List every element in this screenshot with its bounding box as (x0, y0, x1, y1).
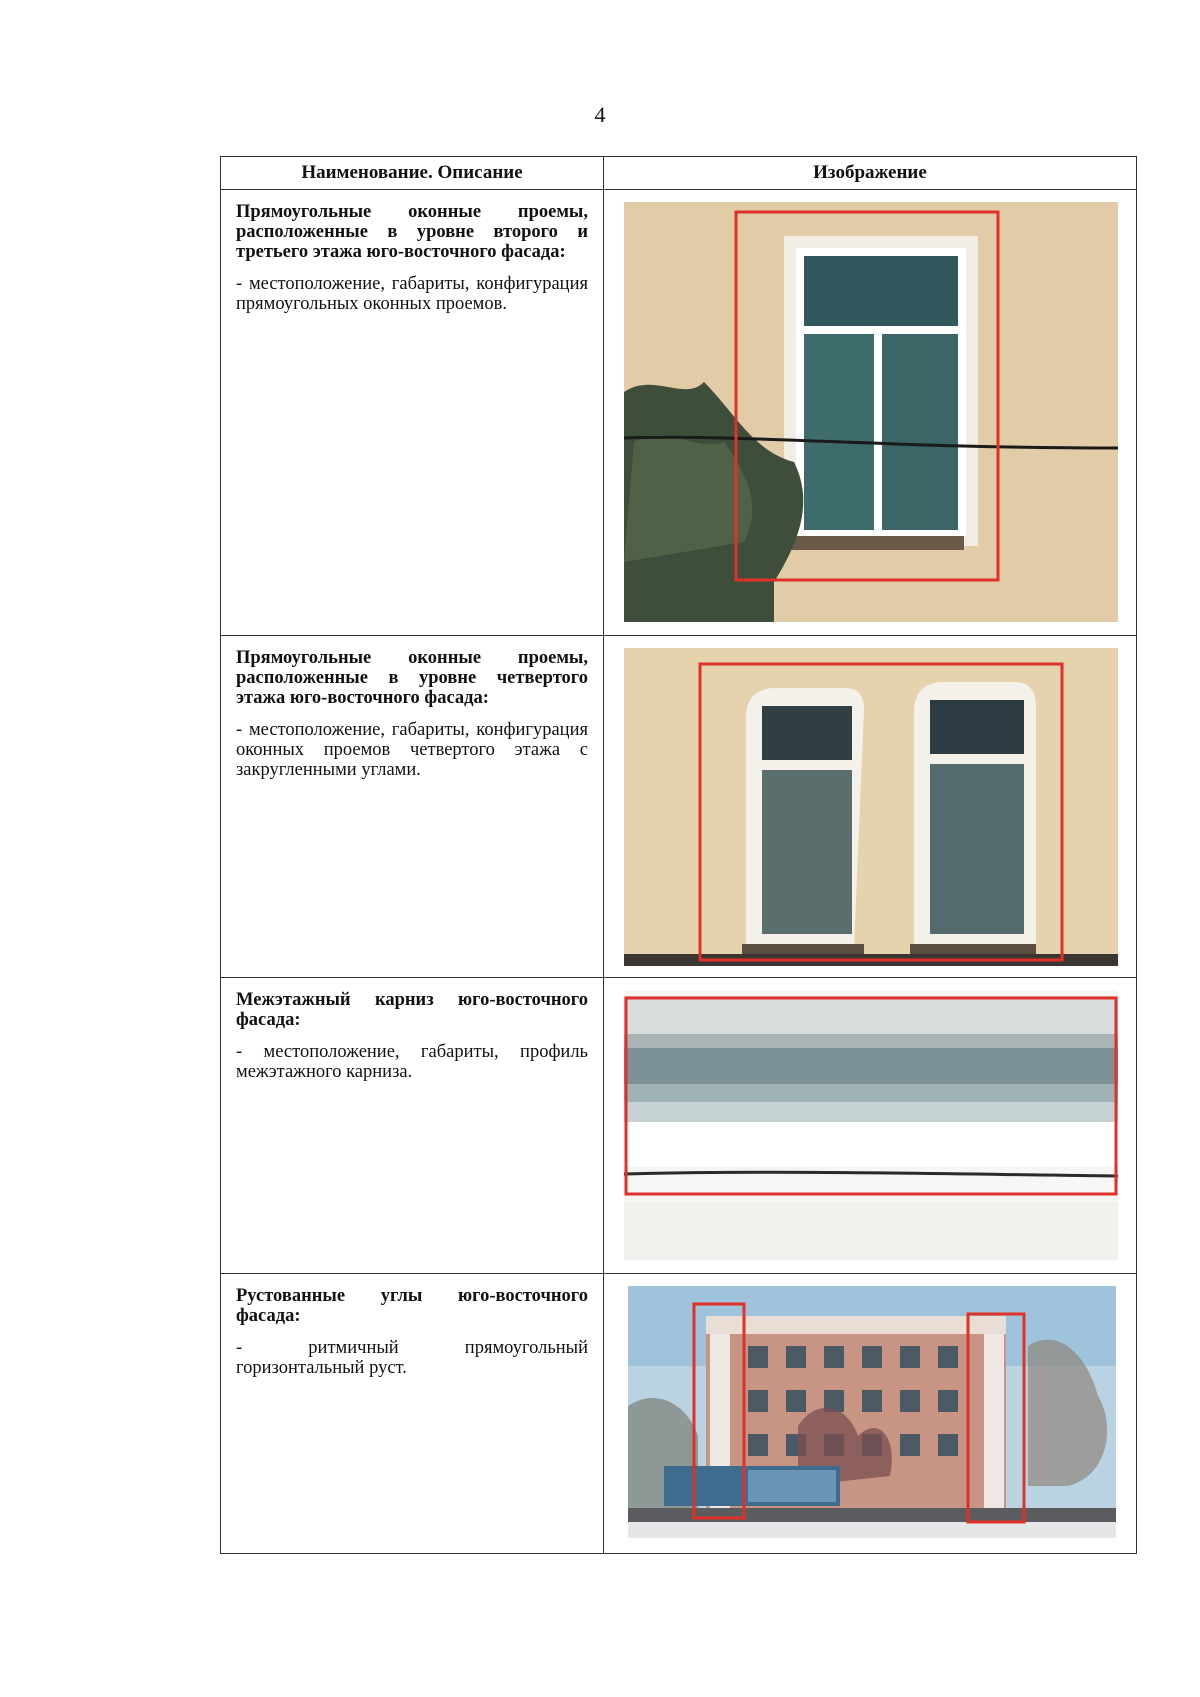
item-title: Прямоугольные оконные проемы, расположенные в уровне второго и третьего этажа юго-восточного фасада: (236, 202, 588, 262)
table-row (221, 978, 1137, 1274)
table-header-row (221, 157, 1137, 190)
item-title: Прямоугольные оконные проемы, расположенные в уровне четвертого этажа юго-восточного фасада: (236, 648, 588, 708)
description-cell (221, 978, 604, 1274)
facade-windows-photo (624, 648, 1118, 966)
table-row (221, 1274, 1137, 1554)
description-cell (221, 1274, 604, 1554)
header-name-description: Наименование. Описание (221, 157, 604, 190)
image-cell (604, 1274, 1137, 1554)
item-description: - ритмичный прямоугольный горизонтальный руст. (236, 1338, 588, 1378)
item-description: - местоположение, габариты, конфигурация оконных проемов четвертого этажа с закругленными углами. (236, 720, 588, 780)
description-cell (221, 636, 604, 978)
description-cell (221, 190, 604, 636)
facade-window-photo (624, 202, 1118, 622)
item-title: Рустованные углы юго-восточного фасада: (236, 1286, 588, 1326)
image-cell (604, 978, 1137, 1274)
table-row (221, 190, 1137, 636)
table-row (221, 636, 1137, 978)
item-description: - местоположение, габариты, профиль межэтажного карниза. (236, 1042, 588, 1082)
item-description: - местоположение, габариты, конфигурация прямоугольных оконных проемов. (236, 274, 588, 314)
item-title: Межэтажный карниз юго-восточного фасада: (236, 990, 588, 1030)
facade-cornice-photo (624, 990, 1118, 1260)
header-image: Изображение (604, 157, 1137, 190)
image-cell (604, 190, 1137, 636)
objects-table (220, 156, 1137, 1554)
facade-building-photo (628, 1286, 1116, 1538)
page-number: 4 (594, 102, 606, 127)
image-cell (604, 636, 1137, 978)
